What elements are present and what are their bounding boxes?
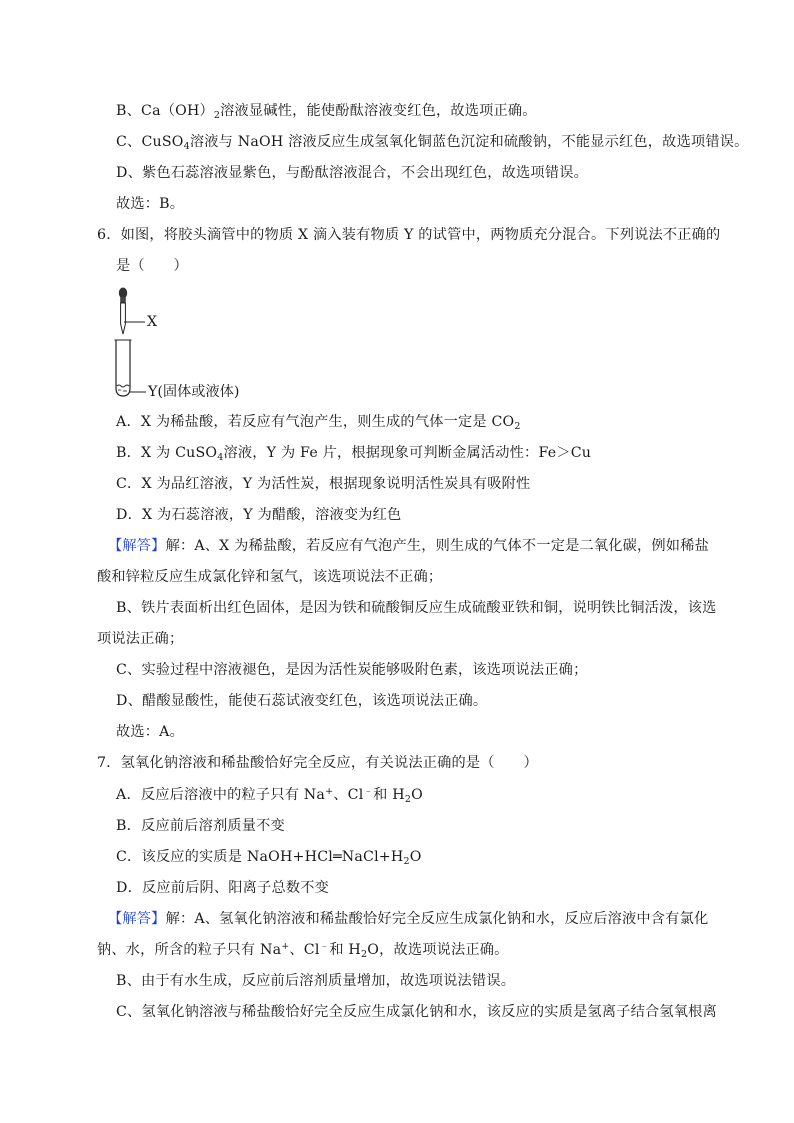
- label-y: Y(固体或液体): [148, 384, 240, 400]
- dropper-tube: [121, 303, 126, 334]
- prev-solution-b: B、$Ca(OH)_2$溶液显碱性，能使酚酞溶液变红色，故选项正确。: [116, 103, 537, 121]
- prev-solution-choice: 故选：B。: [116, 196, 185, 212]
- q7-option-d: D．反应前后阴、阳离子总数不变: [116, 880, 330, 896]
- q6-answer-a-line1: 【解答】解：A、X 为稀盐酸，若反应有气泡产生，则生成的气体不一定是二氧化碳，例如稀盐: [108, 538, 709, 554]
- q6-answer-d: D、醋酸显酸性，能使石蕊试液变红色，该选项说法正确。: [116, 693, 488, 709]
- q6-option-d: D．X 为石蕊溶液，Y 为醋酸，溶液变为红色: [116, 507, 402, 523]
- q6-option-c: C．X 为品红溶液，Y 为活性炭，根据现象说明活性炭具有吸附性: [116, 476, 531, 492]
- q7-answer-b: B、由于有水生成，反应前后溶剂质量增加，故选项说法错误。: [116, 973, 516, 989]
- q7-answer-a-line1: 【解答】解：A、氢氧化钠溶液和稀盐酸恰好完全反应生成氯化钠和水，反应后溶液中含有氯化: [108, 911, 709, 927]
- q7-option-b: B．反应前后溶剂质量不变: [116, 818, 285, 834]
- q6-answer-b-line2: 项说法正确；: [97, 631, 184, 647]
- q6-stem-line2: 是（ ）: [116, 258, 188, 274]
- q6-option-a: A．X 为稀盐酸，若反应有气泡产生，则生成的气体一定是 $CO_2$: [116, 414, 521, 432]
- prev-solution-c: C、CuSO$_4$溶液与 NaOH 溶液反应生成氢氧化铜蓝色沉淀和硫酸钠，不能显示红色，故选项错误。: [116, 134, 749, 152]
- prev-solution-d: D、紫色石蕊溶液显紫色，与酚酞溶液混合，不会出现红色，故选项错误。: [116, 165, 588, 181]
- q6-answer-b-line1: B、铁片表面析出红色固体，是因为铁和硫酸铜反应生成硫酸亚铁和铜，说明铁比铜活泼，该选: [116, 600, 717, 616]
- answer-tag: 【解答】: [108, 538, 166, 554]
- q6-choice: 故选：A。: [116, 724, 184, 740]
- q7-option-c: C．该反应的实质是 $NaOH+HCl═NaCl+H_2O$: [116, 849, 422, 867]
- q6-answer-a-line2: 酸和锌粒反应生成氯化锌和氢气，该选项说法不正确；: [97, 569, 443, 585]
- q7-answer-a-line2: 钠、水，所含的粒子只有 Na+、Cl﹣和 $H_2O$，故选项说法正确。: [97, 941, 509, 960]
- label-x: X: [147, 314, 158, 330]
- q6-option-b: B．X 为 CuSO$_4$溶液，Y 为 Fe 片，根据现象可判断金属活动性：Fe＞Cu: [116, 445, 592, 463]
- answer-tag: 【解答】: [108, 911, 166, 927]
- q6-answer-c: C、实验过程中溶液褪色，是因为活性炭能够吸附色素，该选项说法正确；: [116, 662, 588, 678]
- q7-option-a: A．反应后溶液中的粒子只有 Na+、Cl﹣和 $H_2O$: [116, 786, 423, 805]
- q6-figure: [108, 284, 268, 406]
- q7-answer-c: C、氢氧化钠溶液与稀盐酸恰好完全反应生成氯化钠和水，该反应的实质是氢离子结合氢氧根离: [116, 1004, 717, 1020]
- q6-stem-line1: 6．如图，将胶头滴管中的物质 X 滴入装有物质 Y 的试管中，两物质充分混合。下列说法不正确的: [97, 227, 721, 243]
- test-tube-icon: [116, 340, 130, 396]
- dropper-bulb-icon: [119, 288, 127, 299]
- q7-stem: 7．氢氧化钠溶液和稀盐酸恰好完全反应，有关说法正确的是（ ）: [97, 755, 538, 771]
